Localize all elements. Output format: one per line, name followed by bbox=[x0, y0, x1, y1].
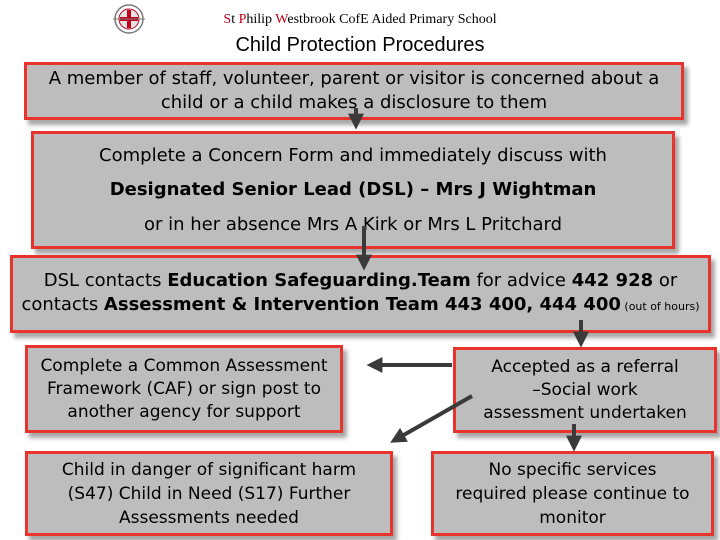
danger-line-2: (S47) Child in Need (S17) Further bbox=[67, 483, 351, 504]
dsl-name: Designated Senior Lead (DSL) – Mrs J Wightman bbox=[109, 179, 597, 201]
concern-form-line-1: Complete a Concern Form and immediately discuss with bbox=[99, 144, 607, 166]
no-services-line-3: monitor bbox=[539, 507, 606, 528]
school-name-rest-3: estbrook CofE Aided Primary School bbox=[287, 12, 497, 27]
danger-line-1: Child in danger of significant harm bbox=[61, 459, 357, 480]
page-title: Child Protection Procedures bbox=[235, 34, 485, 56]
dsl-contacts-text-c: for advice bbox=[470, 270, 572, 291]
school-name-rest-1: t bbox=[231, 12, 239, 27]
referral-line-1: Accepted as a referral bbox=[491, 356, 679, 377]
arrow-referral-to-danger bbox=[395, 396, 472, 440]
concern-form-line-3: or in her absence Mrs A Kirk or Mrs L Pritchard bbox=[143, 214, 563, 236]
referral-line-2: –Social work bbox=[532, 379, 638, 400]
no-services-line-1: No specific services bbox=[488, 459, 657, 480]
dsl-contacts-text-a: DSL contacts bbox=[43, 270, 168, 291]
caf-line-2: Framework (CAF) or sign post to bbox=[47, 378, 321, 399]
school-name-cap-1: S bbox=[223, 12, 232, 27]
dsl-contacts-text-f: contacts bbox=[21, 294, 104, 315]
assessment-intervention-team: Assessment & Intervention Team 443 400, 444 400 bbox=[103, 294, 621, 315]
concern-line-2: child or a child makes a disclosure to them bbox=[160, 92, 548, 113]
education-safeguarding-team: Education Safeguarding.Team bbox=[167, 270, 471, 291]
caf-line-1: Complete a Common Assessment bbox=[40, 355, 328, 376]
dsl-contacts-text-e: or bbox=[653, 270, 678, 291]
school-name-cap-3: W bbox=[275, 12, 288, 27]
caf-line-3: another agency for support bbox=[67, 401, 301, 422]
safeguarding-phone: 442 928 bbox=[571, 270, 654, 291]
school-name-rest-2: hilip bbox=[246, 12, 276, 27]
no-services-line-2: required please continue to bbox=[455, 483, 690, 504]
school-name-cap-2: P bbox=[238, 12, 247, 27]
referral-line-3: assessment undertaken bbox=[483, 402, 687, 423]
danger-line-3: Assessments needed bbox=[119, 507, 299, 528]
concern-line-1: A member of staff, volunteer, parent or visitor is concerned about a bbox=[48, 68, 660, 89]
out-of-hours-note: (out of hours) bbox=[620, 300, 700, 313]
